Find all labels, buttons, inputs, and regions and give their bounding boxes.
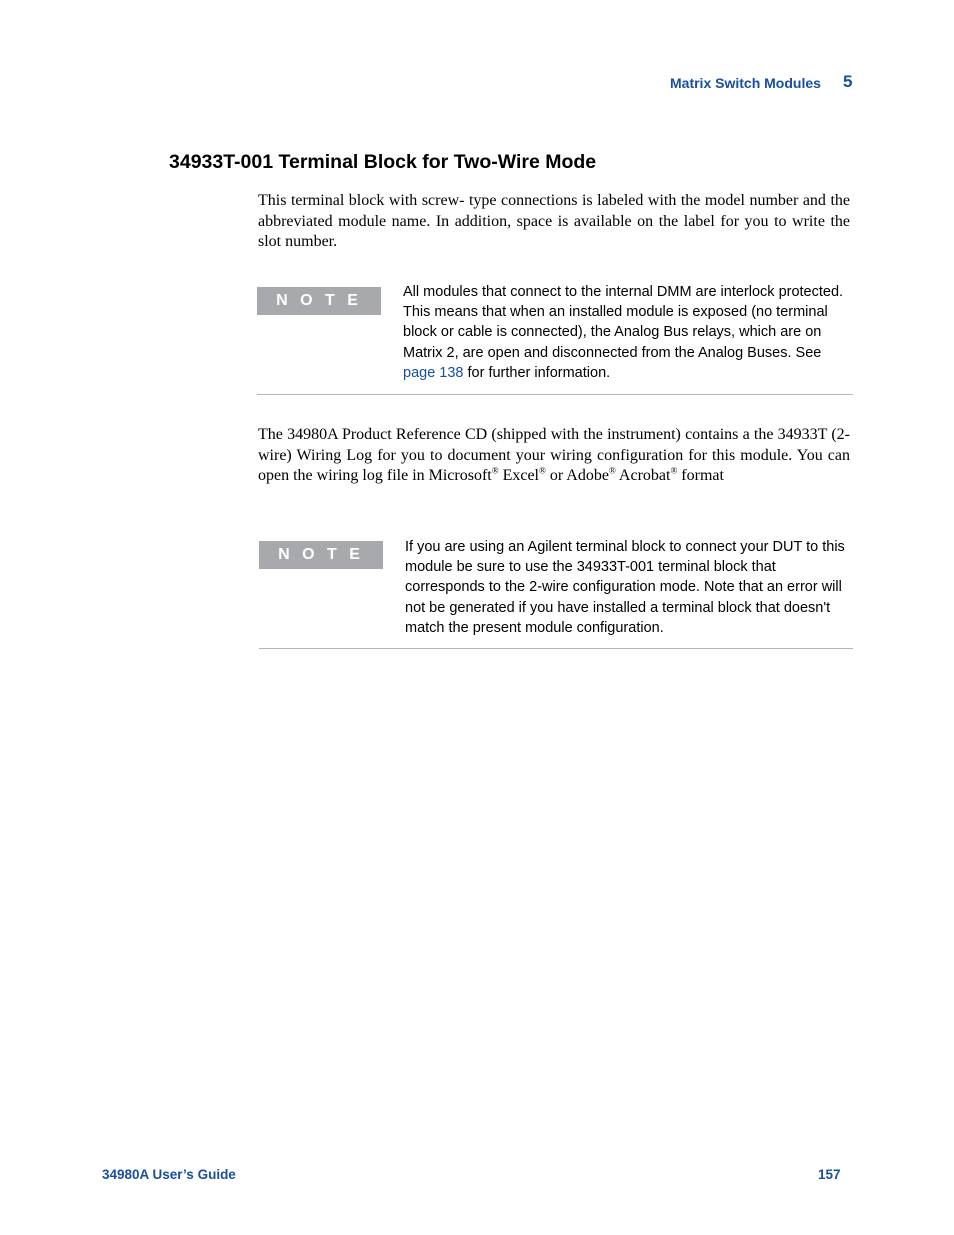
- wiring-log-text-4: Acrobat: [615, 467, 671, 484]
- wiring-log-text-5: format: [677, 467, 724, 484]
- registered-mark-2: ®: [539, 465, 546, 476]
- section-heading: 34933T-001 Terminal Block for Two-Wire Mode: [169, 151, 597, 173]
- note-text-1: [403, 282, 853, 383]
- footer-guide-title: 34980A User’s Guide: [102, 1167, 236, 1182]
- page-link[interactable]: page 138: [403, 364, 464, 381]
- registered-mark-4: ®: [670, 465, 678, 476]
- wiring-log-text-2: Excel: [498, 467, 539, 484]
- intro-paragraph: This terminal block with screw- type connections is labeled with the model number and the abbreviated module name. In addition, space is available on the label for you to write the slot number.: [258, 192, 850, 250]
- note-text-2: If you are using an Agilent terminal block to connect your DUT to this module be sure to use the 34933T-001 terminal block that corresponds to the 2-wire configuration mode. Note that an error will not be generated if you have installed a terminal block that doesn't match the present module configuration.: [405, 539, 845, 636]
- registered-mark-3: ®: [608, 465, 616, 476]
- footer-page-number: 157: [818, 1167, 841, 1182]
- wiring-log-text-3: or Adobe: [545, 467, 609, 484]
- wiring-log-paragraph: [258, 425, 850, 487]
- note-divider-1: [257, 394, 853, 395]
- note-text-1-before: All modules that connect to the internal DMM are interlock protected. This means that when an installed module is exposed (no terminal block or cable is connected), the Analog Bus relays, which are on Matrix 2, are open and disconnected from the Analog Buses. See: [403, 284, 844, 361]
- note-text-1-after: for further information.: [463, 364, 611, 381]
- note-label-1: N O T E: [257, 287, 381, 315]
- registered-mark-1: ®: [491, 465, 499, 476]
- note-label-2: N O T E: [259, 541, 383, 569]
- running-header-section: Matrix Switch Modules: [670, 75, 821, 91]
- note-divider-2: [259, 648, 853, 649]
- running-header-chapter: 5: [843, 72, 853, 91]
- wiring-log-text-1: The 34980A Product Reference CD (shipped with the instrument) contains a the 34933T (2- wire) Wiring Log for you to document your wiring configuration for this module. You can open the wiring log file in Microsoft: [258, 426, 850, 484]
